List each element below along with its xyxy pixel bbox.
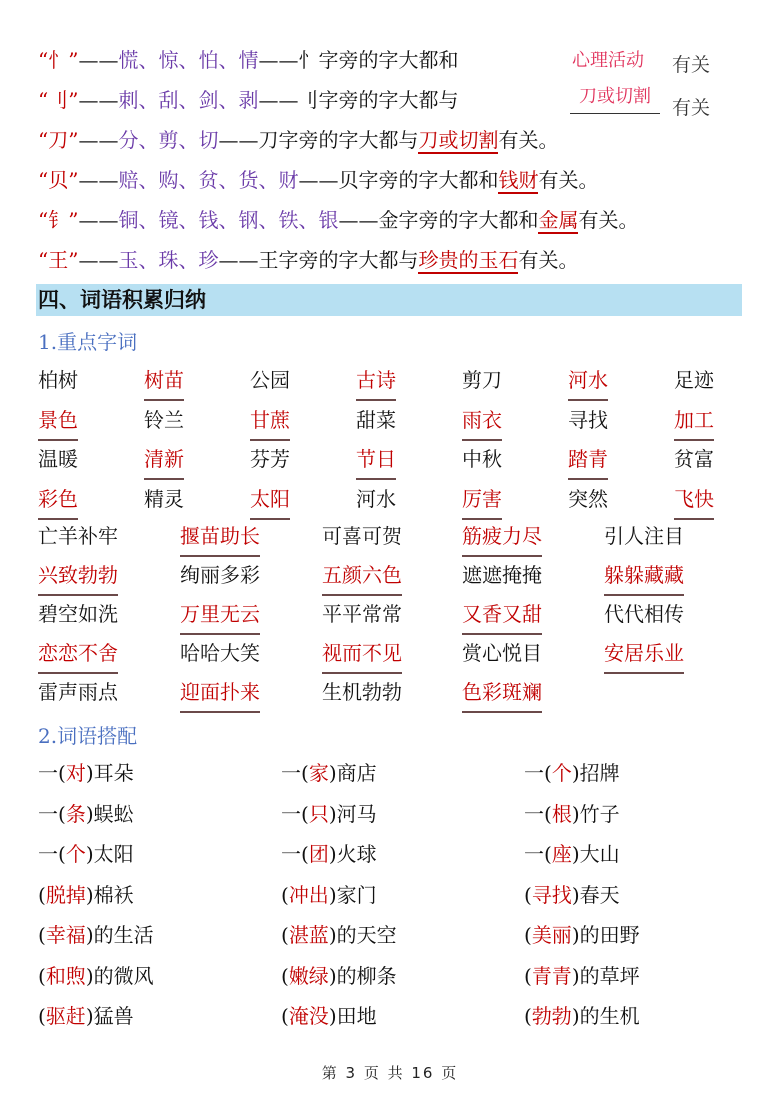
- radical-text: 刀字旁的字大都与: [258, 128, 419, 152]
- collocation: (湛蓝)的天空: [281, 923, 397, 947]
- dash: ——: [258, 48, 299, 72]
- collocation: 一(个)招牌: [524, 761, 620, 785]
- dash: ——: [298, 168, 339, 192]
- radical-line-xin: [38, 42, 458, 78]
- word-highlighted: 甘蔗: [250, 402, 290, 441]
- collocation: (勃勃)的生机: [524, 1004, 640, 1028]
- idiom: 可喜可贺: [322, 524, 402, 548]
- collocation: (幸福)的生活: [38, 923, 154, 947]
- idiom: 引人注目: [604, 524, 684, 548]
- idiom: 生机勃勃: [322, 680, 402, 704]
- idiom: 雷声雨点: [38, 680, 118, 704]
- radical-answer-blank: 刀或切割: [570, 86, 660, 114]
- idiom: 遮遮掩掩: [462, 563, 542, 587]
- radical-tail: 有关。: [498, 128, 559, 152]
- collocation: 一(座)大山: [524, 842, 620, 866]
- radical-line-bei: [38, 162, 598, 198]
- radical-text: 王字旁的字大都与: [258, 248, 419, 272]
- word: 芬芳: [250, 447, 290, 471]
- subheading-collocations: 2.词语搭配: [38, 724, 138, 748]
- idiom-highlighted: 又香又甜: [462, 596, 542, 635]
- radical-key: “贝”: [38, 168, 79, 192]
- radical-answer: 钱财: [498, 168, 539, 192]
- radical-key: “刀”: [38, 128, 79, 152]
- dash: ——: [338, 208, 379, 232]
- radical-examples: 慌、惊、怕、情: [118, 48, 259, 72]
- radical-examples: 铜、镜、钱、钢、铁、银: [118, 208, 339, 232]
- word-highlighted: 节日: [356, 441, 396, 480]
- radical-answer: 刀或切割: [418, 128, 499, 152]
- dash: ——: [258, 88, 299, 112]
- word: 柏树: [38, 368, 78, 392]
- radical-text: 金字旁的字大都和: [378, 208, 539, 232]
- idiom-highlighted: 安居乐业: [604, 635, 684, 674]
- dash: ——: [78, 248, 119, 272]
- collocation: 一(个)太阳: [38, 842, 134, 866]
- page-number: 第 3 页 共 16 页: [321, 1064, 459, 1082]
- idiom-highlighted: 躲躲藏藏: [604, 557, 684, 596]
- collocation: (和煦)的微风: [38, 963, 154, 988]
- word-highlighted: 雨衣: [462, 402, 502, 441]
- word: 河水: [356, 486, 396, 511]
- word: 足迹: [674, 368, 714, 392]
- collocation: 一(家)商店: [281, 761, 377, 785]
- radical-examples: 刺、刮、剑、剥: [118, 88, 259, 112]
- collocation: (美丽)的田野: [524, 923, 640, 947]
- word: 贫富: [674, 447, 714, 471]
- radical-text: 刂字旁的字大都与: [298, 88, 459, 112]
- collocation: 一(只)河马: [281, 801, 377, 826]
- dash: ——: [218, 248, 259, 272]
- collocation: (嫩绿)的柳条: [281, 963, 397, 988]
- radical-answer: 心理活动: [572, 50, 644, 71]
- collocation: 一(对)耳朵: [38, 761, 134, 785]
- idiom: 亡羊补牢: [38, 524, 118, 548]
- collocation: 一(团)火球: [281, 842, 377, 866]
- radical-text: 忄字旁的字大都和: [298, 48, 459, 72]
- radical-answer: 金属: [538, 208, 579, 232]
- word: 剪刀: [462, 368, 502, 392]
- radical-tail: 有关。: [518, 248, 579, 272]
- word-highlighted: 飞快: [674, 481, 714, 520]
- idiom-highlighted: 视而不见: [322, 635, 402, 674]
- idiom: 绚丽多彩: [180, 563, 260, 587]
- word-highlighted: 彩色: [38, 481, 78, 520]
- radical-line-dao-side: [38, 82, 458, 118]
- radical-line-dao: [38, 122, 558, 158]
- subheading-key-words: 1.重点字词: [38, 330, 138, 354]
- collocation: 一(根)竹子: [524, 801, 620, 826]
- collocation: (脱掉)棉袄: [38, 882, 134, 907]
- word-highlighted: 清新: [144, 441, 184, 480]
- word: 突然: [568, 486, 608, 511]
- collocation: (青青)的草坪: [524, 963, 640, 988]
- section-title: 四、词语积累归纳: [36, 284, 742, 316]
- radical-tail: 有关: [672, 54, 711, 76]
- word-highlighted: 古诗: [356, 362, 396, 401]
- word: 温暖: [38, 447, 78, 471]
- word-highlighted: 树苗: [144, 362, 184, 401]
- collocation: (驱赶)猛兽: [38, 1004, 134, 1028]
- idiom-highlighted: 兴致勃勃: [38, 557, 118, 596]
- idiom-highlighted: 万里无云: [180, 596, 260, 635]
- dash: ——: [78, 88, 119, 112]
- word: 公园: [250, 368, 290, 392]
- radical-examples: 玉、珠、珍: [118, 248, 219, 272]
- idiom-highlighted: 筋疲力尽: [462, 518, 542, 557]
- word: 寻找: [568, 407, 608, 432]
- idiom-highlighted: 五颜六色: [322, 557, 402, 596]
- idiom: 碧空如洗: [38, 602, 118, 626]
- radical-text: 贝字旁的字大都和: [338, 168, 499, 192]
- idiom-highlighted: 恋恋不舍: [38, 635, 118, 674]
- word-highlighted: 踏青: [568, 441, 608, 480]
- radical-line-wang: [38, 242, 578, 278]
- word: 甜菜: [356, 407, 396, 432]
- radical-key: “王”: [38, 248, 79, 272]
- idiom: 代代相传: [604, 602, 684, 626]
- collocation: (寻找)春天: [524, 882, 620, 907]
- word: 铃兰: [144, 407, 184, 432]
- collocation: (淹没)田地: [281, 1004, 377, 1028]
- idiom: 平平常常: [322, 602, 402, 626]
- word-highlighted: 加工: [674, 402, 714, 441]
- radical-examples: 赔、购、贫、货、财: [118, 168, 299, 192]
- idiom-highlighted: 迎面扑来: [180, 674, 260, 713]
- collocation: 一(条)蜈蚣: [38, 801, 134, 826]
- radical-examples: 分、剪、切: [118, 128, 219, 152]
- collocation: (冲出)家门: [281, 882, 377, 907]
- radical-tail: 有关。: [538, 168, 599, 192]
- radical-key: “刂”: [38, 88, 79, 112]
- dash: ——: [78, 208, 119, 232]
- radical-tail: 有关。: [578, 208, 639, 232]
- dash: ——: [78, 48, 119, 72]
- word-highlighted: 太阳: [250, 481, 290, 520]
- radical-answer: 珍贵的玉石: [418, 248, 519, 272]
- word: 精灵: [144, 486, 184, 511]
- dash: ——: [218, 128, 259, 152]
- radical-line-jin: [38, 202, 638, 238]
- idiom-highlighted: 揠苗助长: [180, 518, 260, 557]
- idiom: 哈哈大笑: [180, 641, 260, 665]
- idiom-highlighted: 色彩斑斓: [462, 674, 542, 713]
- word-highlighted: 厉害: [462, 481, 502, 520]
- radical-key: “钅”: [38, 208, 79, 232]
- dash: ——: [78, 168, 119, 192]
- radical-tail: 有关: [672, 97, 711, 119]
- dash: ——: [78, 128, 119, 152]
- word-highlighted: 景色: [38, 402, 78, 441]
- word-highlighted: 河水: [568, 362, 608, 401]
- radical-key: “忄”: [38, 48, 79, 72]
- word: 中秋: [462, 447, 502, 471]
- idiom: 赏心悦目: [462, 641, 542, 665]
